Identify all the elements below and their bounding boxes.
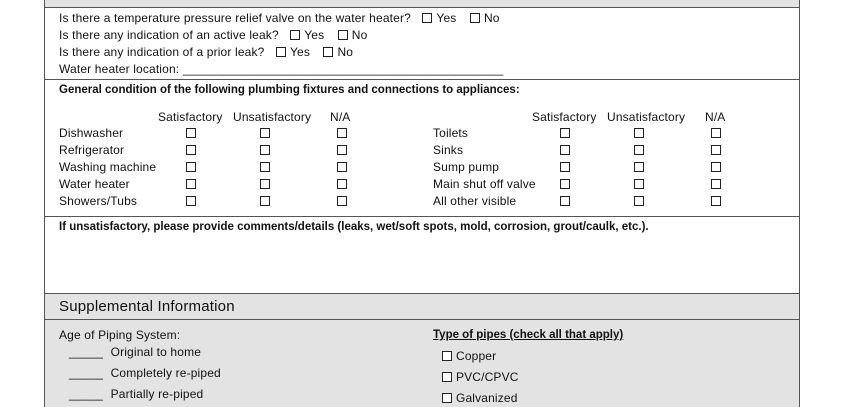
age-of-piping-label: Age of Piping System: bbox=[59, 328, 181, 342]
copper-checkbox[interactable] bbox=[442, 351, 452, 361]
sump-pump-na-checkbox[interactable] bbox=[711, 162, 721, 172]
toilets-unsatisfactory-checkbox[interactable] bbox=[634, 128, 644, 138]
partially-blank[interactable]: _____ bbox=[69, 387, 104, 401]
pipe-copper bbox=[442, 349, 496, 363]
no-label: No bbox=[337, 45, 354, 59]
relief-valve-no-checkbox[interactable] bbox=[470, 13, 480, 23]
fixture-water-heater: Water heater bbox=[59, 177, 130, 191]
supplemental-title: Supplemental Information bbox=[59, 298, 235, 315]
refrigerator-satisfactory-checkbox[interactable] bbox=[186, 145, 196, 155]
sinks-na-checkbox[interactable] bbox=[711, 145, 721, 155]
yes-label: Yes bbox=[304, 28, 325, 42]
original-blank[interactable]: _____ bbox=[69, 345, 104, 359]
original-label: Original to home bbox=[110, 345, 202, 359]
fixture-refrigerator: Refrigerator bbox=[59, 143, 125, 157]
showers-tubs-unsatisfactory-checkbox[interactable] bbox=[260, 196, 270, 206]
sump-pump-unsatisfactory-checkbox[interactable] bbox=[634, 162, 644, 172]
fixture-main-shut-off-valve: Main shut off valve bbox=[433, 177, 536, 191]
washing-machine-unsatisfactory-checkbox[interactable] bbox=[260, 162, 270, 172]
active-leak-no-checkbox[interactable] bbox=[338, 30, 348, 40]
water-heater-na-checkbox[interactable] bbox=[337, 179, 347, 189]
main-shut-off-satisfactory-checkbox[interactable] bbox=[560, 179, 570, 189]
showers-tubs-na-checkbox[interactable] bbox=[337, 196, 347, 206]
col-na-left: N/A bbox=[330, 110, 351, 124]
water-heater-satisfactory-checkbox[interactable] bbox=[186, 179, 196, 189]
divider bbox=[45, 7, 799, 8]
age-option-partially bbox=[69, 387, 203, 401]
active-leak-yes-checkbox[interactable] bbox=[290, 30, 300, 40]
relief-valve-question bbox=[59, 11, 500, 25]
divider bbox=[45, 216, 799, 217]
fixture-toilets: Toilets bbox=[433, 126, 469, 140]
yes-label: Yes bbox=[436, 11, 457, 25]
water-heater-location bbox=[59, 62, 503, 76]
col-satisfactory-right: Satisfactory bbox=[532, 110, 597, 124]
fixture-washing-machine: Washing machine bbox=[59, 160, 157, 174]
no-label: No bbox=[483, 11, 500, 25]
col-unsatisfactory-left: Unsatisfactory bbox=[233, 110, 312, 124]
location-field[interactable]: _______________________________________________ bbox=[182, 62, 504, 76]
toilets-satisfactory-checkbox[interactable] bbox=[560, 128, 570, 138]
all-other-na-checkbox[interactable] bbox=[711, 196, 721, 206]
copper-label: Copper bbox=[456, 349, 497, 363]
toilets-na-checkbox[interactable] bbox=[711, 128, 721, 138]
water-heater-unsatisfactory-checkbox[interactable] bbox=[260, 179, 270, 189]
sinks-satisfactory-checkbox[interactable] bbox=[560, 145, 570, 155]
comments-heading: If unsatisfactory, please provide comments/details (leaks, wet/soft spots, mold, corrosion, grout/caulk, etc.). bbox=[59, 221, 649, 233]
pvc-checkbox[interactable] bbox=[442, 372, 452, 382]
col-satisfactory-left: Satisfactory bbox=[158, 110, 223, 124]
refrigerator-na-checkbox[interactable] bbox=[337, 145, 347, 155]
sump-pump-satisfactory-checkbox[interactable] bbox=[560, 162, 570, 172]
active-leak-question bbox=[59, 28, 367, 42]
pipe-galvanized bbox=[442, 391, 518, 405]
main-shut-off-unsatisfactory-checkbox[interactable] bbox=[634, 179, 644, 189]
fixture-sump-pump: Sump pump bbox=[433, 160, 500, 174]
showers-tubs-satisfactory-checkbox[interactable] bbox=[186, 196, 196, 206]
refrigerator-unsatisfactory-checkbox[interactable] bbox=[260, 145, 270, 155]
galvanized-label: Galvanized bbox=[456, 391, 518, 405]
fixtures-heading: General condition of the following plumbing fixtures and connections to appliances: bbox=[59, 84, 520, 96]
active-leak-label: Is there any indication of an active leak? bbox=[59, 28, 279, 42]
age-option-completely bbox=[69, 366, 221, 380]
col-na-right: N/A bbox=[705, 110, 726, 124]
galvanized-checkbox[interactable] bbox=[442, 393, 452, 403]
fixture-all-other-visible: All other visible bbox=[433, 194, 517, 208]
fixture-sinks: Sinks bbox=[433, 143, 464, 157]
washing-machine-na-checkbox[interactable] bbox=[337, 162, 347, 172]
fixture-showers-tubs: Showers/Tubs bbox=[59, 194, 138, 208]
prior-leak-yes-checkbox[interactable] bbox=[276, 47, 286, 57]
no-label: No bbox=[351, 28, 368, 42]
pipe-pvc bbox=[442, 370, 519, 384]
col-unsatisfactory-right: Unsatisfactory bbox=[607, 110, 686, 124]
dishwasher-unsatisfactory-checkbox[interactable] bbox=[260, 128, 270, 138]
all-other-unsatisfactory-checkbox[interactable] bbox=[634, 196, 644, 206]
dishwasher-satisfactory-checkbox[interactable] bbox=[186, 128, 196, 138]
pipe-types-heading: Type of pipes (check all that apply) bbox=[433, 329, 624, 341]
comments-area[interactable] bbox=[59, 236, 789, 290]
age-option-original bbox=[69, 345, 201, 359]
relief-valve-yes-checkbox[interactable] bbox=[422, 13, 432, 23]
all-other-satisfactory-checkbox[interactable] bbox=[560, 196, 570, 206]
prior-leak-no-checkbox[interactable] bbox=[323, 47, 333, 57]
washing-machine-satisfactory-checkbox[interactable] bbox=[186, 162, 196, 172]
completely-blank[interactable]: _____ bbox=[69, 366, 104, 380]
completely-label: Completely re-piped bbox=[110, 366, 221, 380]
prior-leak-question bbox=[59, 45, 353, 59]
dishwasher-na-checkbox[interactable] bbox=[337, 128, 347, 138]
header-strip bbox=[45, 0, 799, 7]
location-label: Water heater location: bbox=[59, 62, 180, 76]
relief-valve-label: Is there a temperature pressure relief valve on the water heater? bbox=[59, 11, 411, 25]
divider bbox=[45, 79, 799, 80]
sinks-unsatisfactory-checkbox[interactable] bbox=[634, 145, 644, 155]
main-shut-off-na-checkbox[interactable] bbox=[711, 179, 721, 189]
yes-label: Yes bbox=[289, 45, 310, 59]
form-section bbox=[44, 0, 800, 407]
pvc-label: PVC/CPVC bbox=[456, 370, 519, 384]
prior-leak-label: Is there any indication of a prior leak? bbox=[59, 45, 265, 59]
partially-label: Partially re-piped bbox=[110, 387, 204, 401]
fixture-dishwasher: Dishwasher bbox=[59, 126, 124, 140]
